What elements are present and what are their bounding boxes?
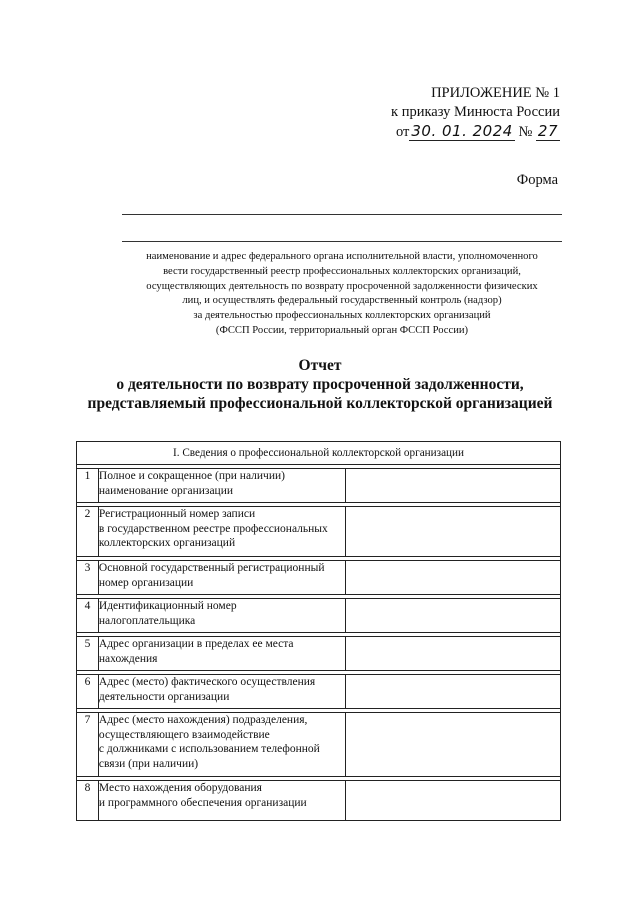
- appendix-order: к приказу Минюста России: [391, 104, 560, 120]
- authority-caption: [118, 250, 566, 339]
- appendix-date-line: [370, 122, 560, 142]
- row-label: [98, 713, 345, 777]
- row-number: 4: [77, 599, 99, 633]
- row-label-line: Место нахождения оборудования: [98, 782, 262, 794]
- report-subtitle-2: представляемый профессиональной коллекторской организацией: [87, 395, 553, 412]
- row-value-cell[interactable]: [346, 713, 561, 777]
- row-label-line: Адрес (место нахождения) подразделения,: [98, 714, 308, 726]
- row-value-cell[interactable]: [346, 599, 561, 633]
- row-label: [98, 637, 345, 671]
- row-label-line: в государственном реестре профессиональных: [98, 522, 328, 535]
- row-label: [98, 675, 345, 709]
- report-subtitle-1: о деятельности по возврату просроченной задолженности,: [116, 376, 524, 393]
- row-label-line: осуществляющего взаимодействие: [98, 728, 270, 741]
- row-value-cell[interactable]: [346, 675, 561, 709]
- row-value-cell[interactable]: [346, 469, 561, 503]
- table-section-header: I. Сведения о профессиональной коллекторской организации: [77, 442, 561, 465]
- blank-fill-line-1: [122, 214, 562, 215]
- row-label-line: Адрес (место) фактического осуществления: [98, 676, 316, 688]
- row-label-line: налогоплательщика: [98, 614, 196, 627]
- row-label-line: деятельности организации: [98, 690, 230, 703]
- row-label: [98, 507, 345, 557]
- row-value-cell[interactable]: [346, 507, 561, 557]
- appendix-title: ПРИЛОЖЕНИЕ № 1: [431, 85, 560, 101]
- row-number: 1: [77, 469, 99, 503]
- row-label-line: нахождения: [98, 652, 158, 665]
- caption-line: (ФССП России, территориальный орган ФССП России): [215, 324, 469, 336]
- row-number: 6: [77, 675, 99, 709]
- caption-line: наименование и адрес федерального органа исполнительной власти, уполномоченного: [146, 251, 538, 262]
- row-label: [98, 781, 345, 821]
- caption-line: осуществляющих деятельность по возврату просроченной задолженности физических: [146, 280, 538, 292]
- row-label-line: Регистрационный номер записи: [98, 508, 256, 520]
- row-label-line: с должниками с использованием телефонной: [98, 743, 320, 755]
- caption-line: за деятельностью профессиональных коллекторских организаций: [193, 310, 491, 322]
- handwritten-date: 30. 01. 2024: [411, 122, 513, 140]
- row-label-line: Основной государственный регистрационный: [98, 562, 325, 574]
- handwritten-number: 27: [537, 122, 558, 140]
- row-value-cell[interactable]: [346, 781, 561, 821]
- row-value-cell[interactable]: [346, 637, 561, 671]
- row-label: [98, 599, 345, 633]
- table-row: [77, 599, 561, 633]
- row-label-line: коллекторских организаций: [98, 537, 236, 549]
- table-row: [77, 637, 561, 671]
- row-label-line: наименование организации: [98, 484, 234, 497]
- row-number: 5: [77, 637, 99, 671]
- row-number: 8: [77, 781, 99, 821]
- row-label-line: Адрес организации в пределах ее места: [98, 638, 294, 650]
- row-number: 3: [77, 561, 99, 595]
- row-number: 7: [77, 713, 99, 777]
- row-value-cell[interactable]: [346, 561, 561, 595]
- table-row: [77, 561, 561, 595]
- row-label-line: Полное и сокращенное (при наличии): [98, 470, 285, 482]
- caption-line: лиц, и осуществлять федеральный государственный контроль (надзор): [182, 295, 502, 307]
- row-label-line: Идентификационный номер: [98, 600, 237, 612]
- report-title: Отчет: [298, 357, 342, 374]
- report-title-block: [60, 356, 580, 413]
- form-label: Форма: [516, 172, 558, 188]
- table-row: [77, 507, 561, 557]
- row-label: [98, 561, 345, 595]
- number-prefix: №: [518, 124, 533, 140]
- table-row: [77, 675, 561, 709]
- row-label-line: связи (при наличии): [98, 757, 199, 770]
- table-row: [77, 713, 561, 777]
- row-label-line: номер организации: [98, 576, 194, 589]
- caption-line: вести государственный реестр профессиональных коллекторских организаций,: [163, 265, 521, 277]
- row-number: 2: [77, 507, 99, 557]
- appendix-block: [370, 84, 560, 142]
- organization-info-table: [76, 441, 561, 821]
- row-label: [98, 469, 345, 503]
- table-row: [77, 781, 561, 821]
- date-prefix: от: [395, 124, 410, 140]
- row-label-line: и программного обеспечения организации: [98, 796, 307, 809]
- blank-fill-line-2: [122, 241, 562, 242]
- table-row: [77, 469, 561, 503]
